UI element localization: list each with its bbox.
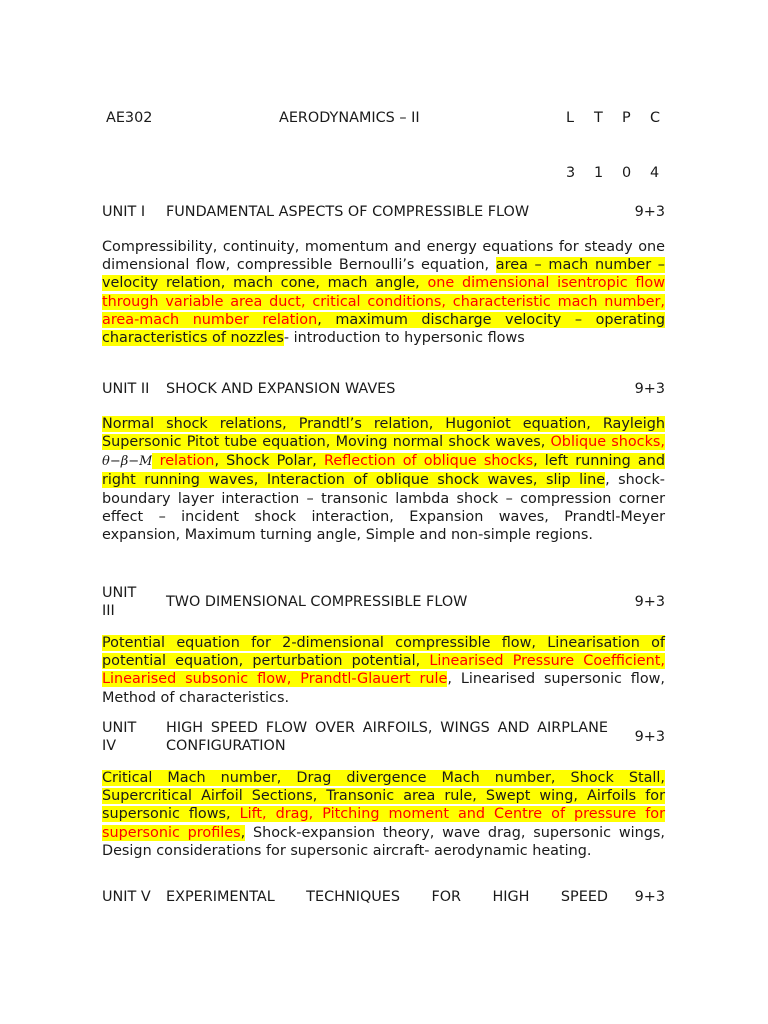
- unit-hours: 9+3: [634, 889, 665, 905]
- ltpc-label-l: L: [566, 110, 575, 126]
- ltpc-label-p: P: [622, 110, 631, 126]
- unit-hours: 9+3: [634, 204, 665, 220]
- highlighted-segment: Potential equation for 2-dimensional compressible flow, Linearisation of potential equation, perturbation potential,: [102, 635, 665, 670]
- ltpc-value-c: 4: [650, 165, 660, 181]
- highlighted-segment: Critical Mach number, Drag divergence Mach number, Shock Stall, Supercritical Airfoil Sections, Transonic area rule, Swept wing, Airfoils for supersonic flows,: [102, 770, 665, 823]
- theta-beta-m-formula: θ−β−M: [102, 453, 153, 469]
- highlighted-red-segment: Linearised Pressure Coefficient, Linearised subsonic flow, Prandtl-Glauert rule: [102, 653, 665, 688]
- unit-2-content: [102, 415, 665, 545]
- highlighted-red-segment: one dimensional isentropic flow through variable area duct, critical conditions, characteristic mach number, area-mach number relation: [102, 275, 665, 328]
- unit-1-heading: [102, 204, 665, 224]
- text-segment: , Linearised supersonic flow, Method of characteristics.: [102, 671, 665, 706]
- highlighted-segment: , Shock Polar,: [214, 452, 324, 469]
- ltpc-value-l: 3: [566, 165, 576, 181]
- unit-hours: 9+3: [634, 594, 665, 610]
- ltpc-labels: [566, 110, 678, 126]
- highlighted-red-segment: Oblique shocks,: [550, 434, 665, 451]
- unit-label: UNIT II: [102, 381, 150, 397]
- unit-5-heading: [102, 889, 665, 909]
- ltpc-value-p: 0: [622, 165, 632, 181]
- unit-1-content: [102, 238, 665, 347]
- highlighted-segment: , left running and right running waves, Interaction of oblique shock waves, slip line: [102, 452, 665, 489]
- unit-name: FUNDAMENTAL ASPECTS OF COMPRESSIBLE FLOW: [166, 204, 530, 220]
- unit-label: UNIT IV: [102, 720, 137, 754]
- ltpc-label-c: C: [650, 110, 661, 126]
- unit-hours: 9+3: [634, 729, 665, 745]
- unit-label: UNIT V: [102, 889, 151, 905]
- highlighted-segment: ,: [240, 824, 246, 841]
- unit-hours: 9+3: [634, 381, 665, 397]
- ltpc-values: [566, 165, 678, 181]
- highlighted-segment: , maximum discharge velocity – operating characteristics of nozzles: [102, 311, 665, 347]
- course-title: AERODYNAMICS – II: [279, 110, 420, 126]
- unit-name: TWO DIMENSIONAL COMPRESSIBLE FLOW: [166, 594, 468, 610]
- unit-2-heading: [102, 381, 665, 401]
- highlighted-segment: Normal shock relations, Prandtl’s relation, Hugoniot equation, Rayleigh Supersonic Pitot tube equation, Moving normal shock waves,: [102, 416, 665, 451]
- highlighted-red-segment: Lift, drag, Pitching moment and Centre of pressure for supersonic profiles: [102, 806, 665, 841]
- unit-label: UNIT III: [102, 585, 137, 619]
- highlighted-red-segment: Reflection of oblique shocks: [324, 452, 534, 469]
- unit-name: HIGH SPEED FLOW OVER AIRFOILS, WINGS AND AIRPLANE CONFIGURATION: [166, 720, 608, 754]
- unit-4-content: [102, 769, 665, 860]
- highlighted-red-segment: relation: [152, 452, 215, 469]
- unit-name: EXPERIMENTAL TECHNIQUES FOR HIGH SPEED: [166, 889, 608, 905]
- unit-3-content: [102, 634, 665, 707]
- unit-3-heading: [102, 584, 665, 624]
- unit-4-heading: [102, 719, 665, 759]
- unit-name: SHOCK AND EXPANSION WAVES: [166, 381, 396, 397]
- ltpc-label-t: T: [594, 110, 603, 126]
- text-segment: - introduction to hypersonic flows: [283, 330, 525, 347]
- text-segment: , shock-boundary layer interaction – transonic lambda shock – compression corner effect – incident shock interaction, Expansion waves, Prandtl-Meyer expansion, Maximum turning angle, Simple and non-simple regions.: [102, 472, 665, 544]
- ltpc-value-t: 1: [594, 165, 604, 181]
- text-segment: Compressibility, continuity, momentum and energy equations for steady one dimensional flow, compressible Bernoulli’s equation,: [102, 239, 665, 274]
- text-segment: Shock-expansion theory, wave drag, supersonic wings, Design considerations for supersonic aircraft- aerodynamic heating.: [102, 824, 665, 859]
- course-code: AE302: [106, 110, 153, 126]
- highlighted-segment: area – mach number – velocity relation, mach cone, mach angle,: [102, 257, 665, 292]
- unit-label: UNIT I: [102, 204, 146, 220]
